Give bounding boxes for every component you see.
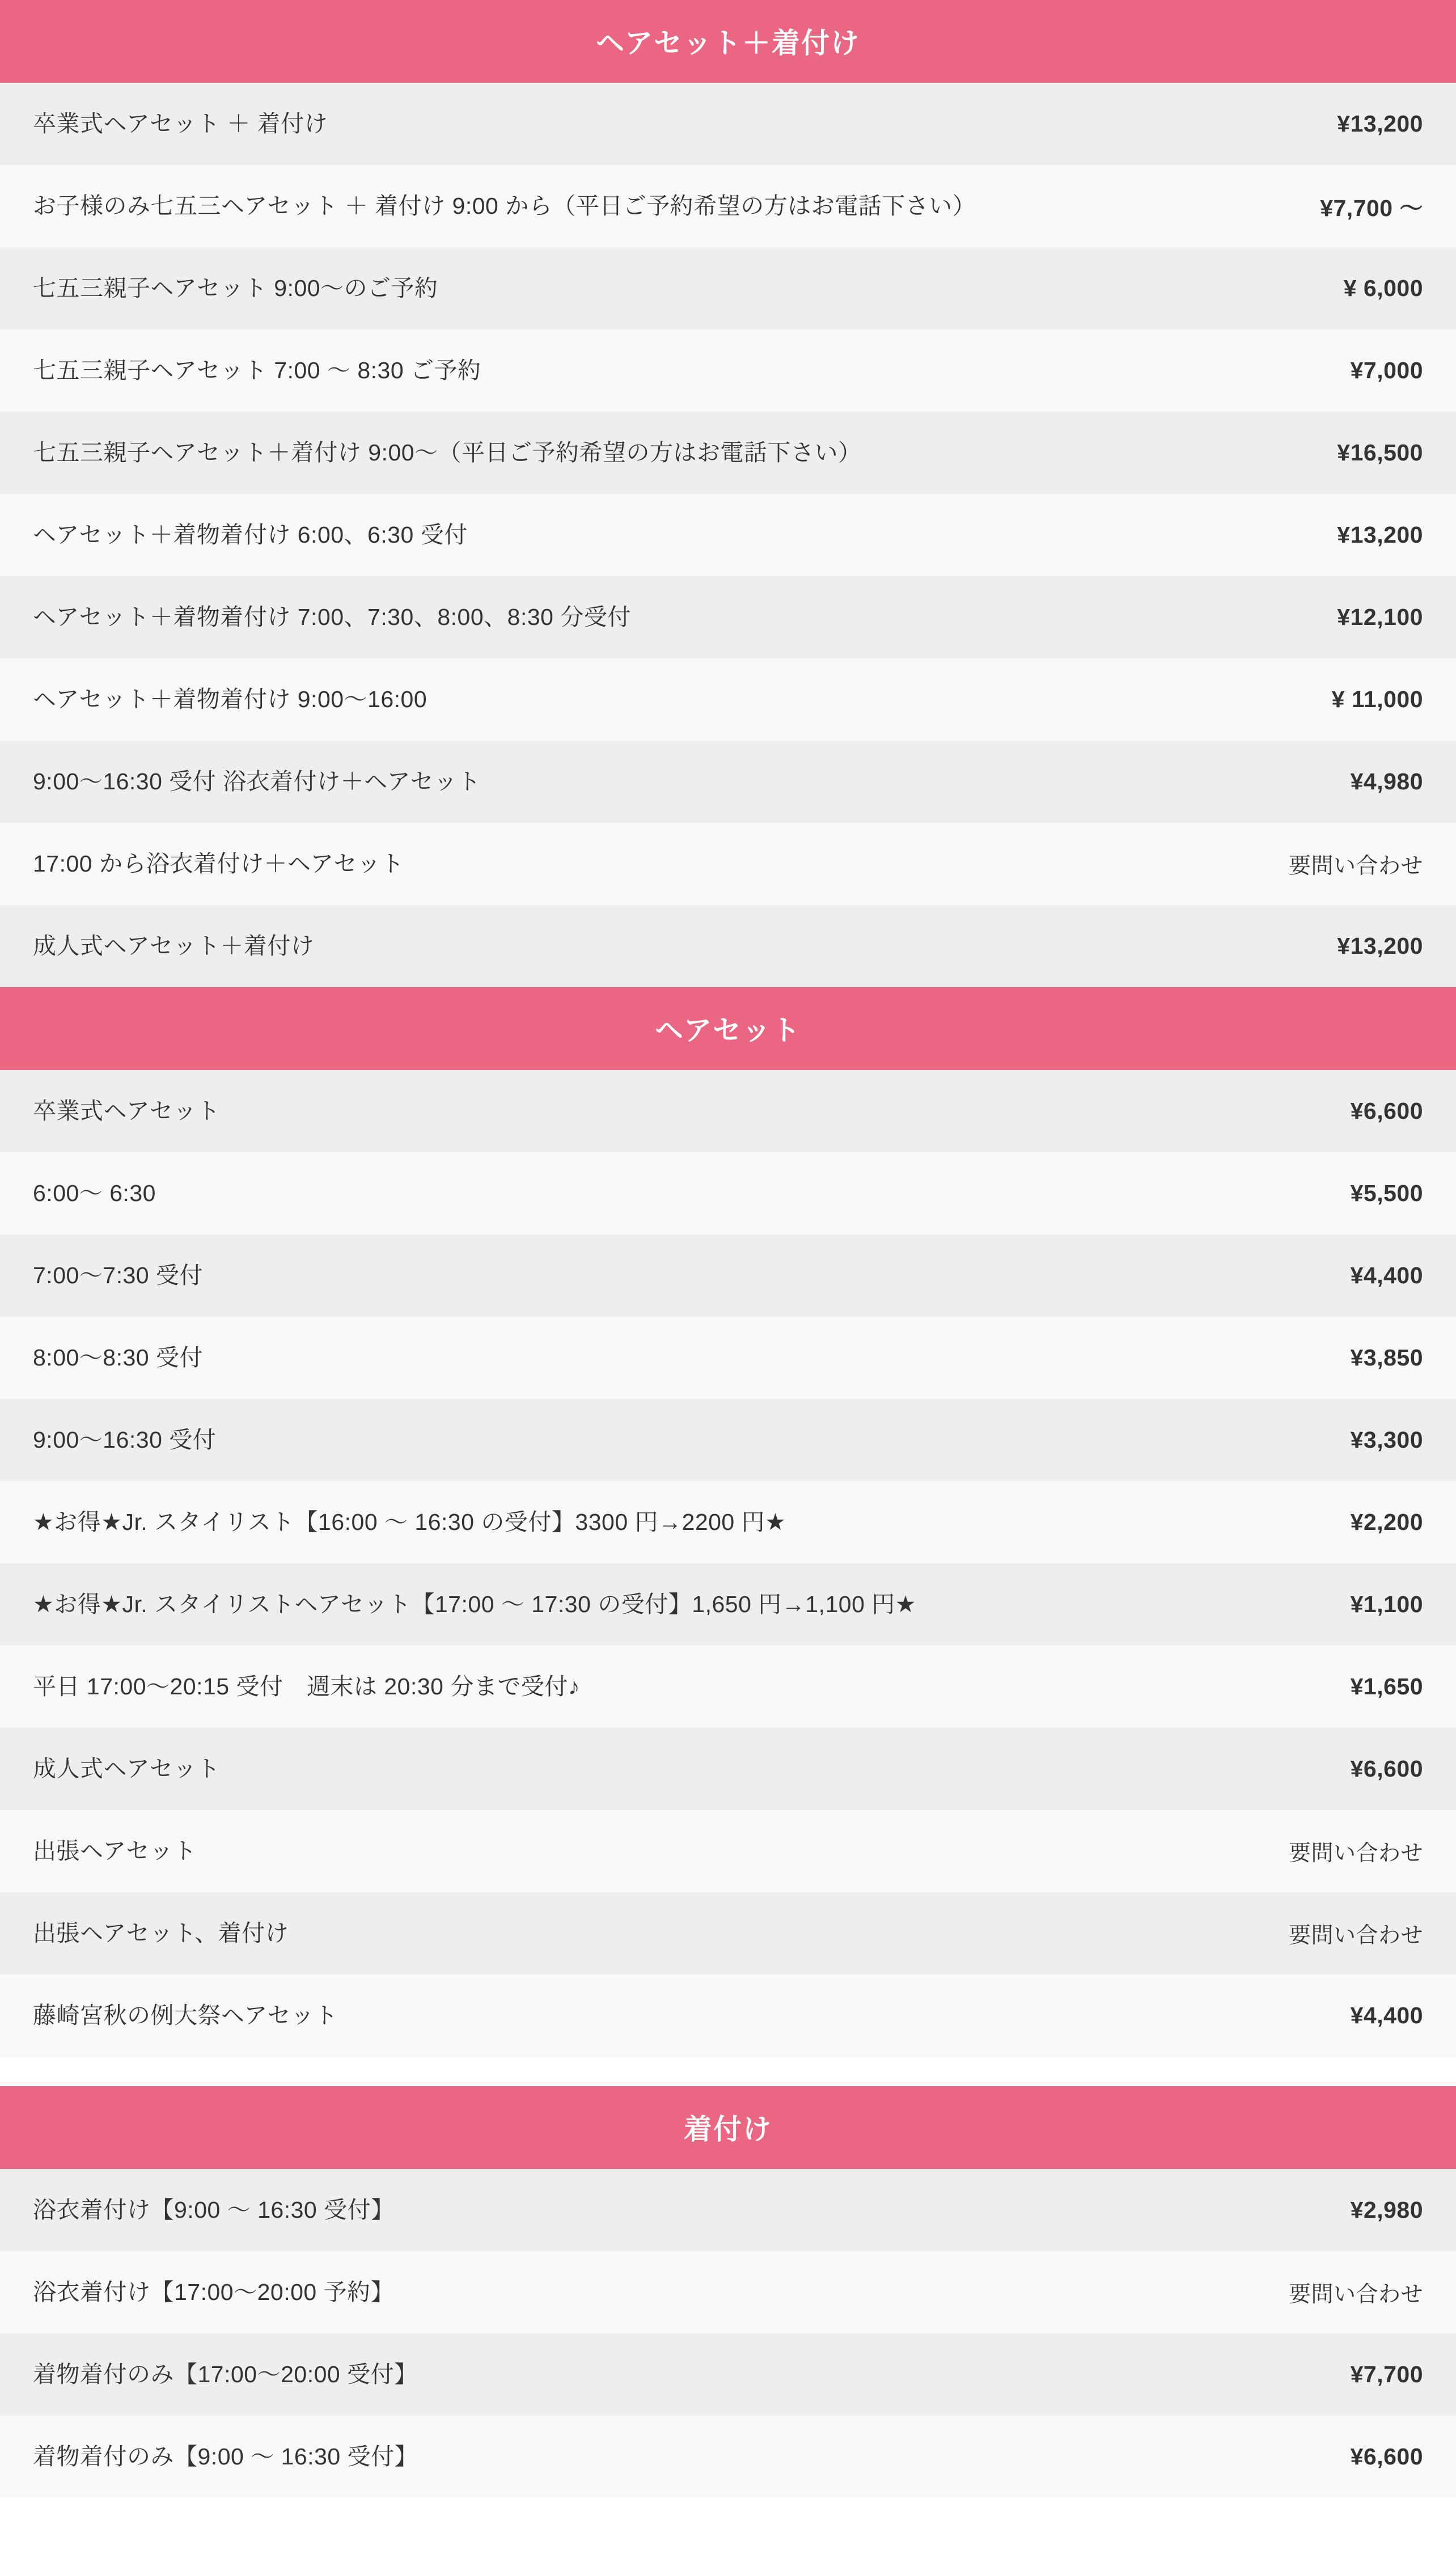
- menu-row[interactable]: [0, 1728, 1456, 1810]
- menu-item-label: 七五三親子ヘアセット 7:00 〜 8:30 ご予約: [33, 357, 481, 383]
- menu-item-price: ¥1,650: [1350, 1673, 1423, 1699]
- menu-item-price: ¥2,980: [1350, 2197, 1423, 2223]
- menu-item-price: ¥4,400: [1350, 2002, 1423, 2028]
- menu-item-label: 17:00 から浴衣着付け＋ヘアセット: [33, 850, 404, 877]
- menu-item-label: 卒業式ヘアセット ＋ 着付け: [33, 110, 328, 137]
- menu-item-price: ¥13,200: [1337, 522, 1423, 548]
- menu-item-label: 着物着付のみ【17:00〜20:00 受付】: [33, 2361, 418, 2387]
- menu-row[interactable]: [0, 412, 1456, 494]
- menu-row[interactable]: [0, 905, 1456, 987]
- menu-row[interactable]: [0, 1234, 1456, 1317]
- menu-row[interactable]: [0, 83, 1456, 165]
- menu-item-label: 6:00〜 6:30: [33, 1179, 156, 1206]
- menu-item-label: 8:00〜8:30 受付: [33, 1344, 203, 1371]
- menu-item-label: 卒業式ヘアセット: [33, 1097, 221, 1124]
- menu-row[interactable]: [0, 247, 1456, 329]
- menu-row[interactable]: [0, 823, 1456, 905]
- menu-row[interactable]: [0, 741, 1456, 823]
- menu-item-inquiry: 要問い合わせ: [1288, 1923, 1423, 1948]
- menu-item-price: ¥4,980: [1350, 768, 1423, 794]
- menu-row[interactable]: [0, 329, 1456, 412]
- menu-item-label: 9:00〜16:30 受付 浴衣着付け＋ヘアセット: [33, 768, 481, 794]
- menu-row[interactable]: [0, 2416, 1456, 2498]
- menu-item-label: 藤崎宮秋の例大祭ヘアセット: [33, 2002, 338, 2028]
- menu-item-label: 浴衣着付け【9:00 〜 16:30 受付】: [33, 2196, 395, 2223]
- menu-item-price: ¥2,200: [1350, 1509, 1423, 1535]
- menu-row[interactable]: [0, 1810, 1456, 1892]
- menu-item-price: ¥5,500: [1350, 1180, 1423, 1206]
- menu-item-label: ヘアセット＋着物着付け 7:00、7:30、8:00、8:30 分受付: [33, 603, 631, 630]
- menu-item-price: ¥ 11,000: [1331, 686, 1423, 712]
- menu-item-price: ¥6,600: [1350, 1756, 1423, 1782]
- menu-row[interactable]: [0, 494, 1456, 576]
- menu-item-price: ¥4,400: [1350, 1262, 1423, 1288]
- menu-item-label: 出張ヘアセット、着付け: [33, 1919, 289, 1946]
- menu-item-label: お子様のみ七五三ヘアセット ＋ 着付け 9:00 から（平日ご予約希望の方はお電話下さい）: [33, 192, 976, 219]
- menu-item-label: 成人式ヘアセット＋着付け: [33, 932, 315, 959]
- menu-row[interactable]: [0, 1070, 1456, 1152]
- menu-row-list: [0, 1070, 1456, 2057]
- section-header: ヘアセット: [0, 987, 1456, 1070]
- section-header: ヘアセット＋着付け: [0, 0, 1456, 83]
- menu-item-label: 出張ヘアセット: [33, 1837, 197, 1864]
- menu-item-price: ¥7,700: [1350, 2361, 1423, 2387]
- menu-row[interactable]: [0, 165, 1456, 247]
- menu-item-price: ¥7,000: [1350, 357, 1423, 383]
- menu-row[interactable]: [0, 2333, 1456, 2416]
- menu-item-label: 7:00〜7:30 受付: [33, 1262, 203, 1288]
- menu-row[interactable]: [0, 1317, 1456, 1399]
- menu-item-price: ¥13,200: [1337, 111, 1423, 137]
- menu-item-label: 着物着付のみ【9:00 〜 16:30 受付】: [33, 2443, 418, 2470]
- menu-section: [0, 987, 1456, 2057]
- menu-item-price: ¥ 6,000: [1343, 275, 1423, 301]
- menu-item-price: ¥3,850: [1350, 1344, 1423, 1371]
- menu-row[interactable]: [0, 658, 1456, 741]
- menu-item-label: ★お得★Jr. スタイリスト【16:00 〜 16:30 の受付】3300 円→2200 円★: [33, 1508, 786, 1535]
- section-spacer: [0, 2057, 1456, 2086]
- menu-section: [0, 0, 1456, 987]
- menu-item-label: 平日 17:00〜20:15 受付 週末は 20:30 分まで受付♪: [33, 1673, 580, 1699]
- menu-item-label: ヘアセット＋着物着付け 6:00、6:30 受付: [33, 521, 468, 548]
- menu-item-inquiry: 要問い合わせ: [1288, 853, 1423, 878]
- menu-row-list: [0, 83, 1456, 987]
- menu-section: [0, 2086, 1456, 2498]
- menu-item-label: 成人式ヘアセット: [33, 1755, 221, 1782]
- menu-item-label: 七五三親子ヘアセット＋着付け 9:00〜（平日ご予約希望の方はお電話下さい）: [33, 439, 862, 466]
- menu-row[interactable]: [0, 2169, 1456, 2251]
- menu-item-price: ¥3,300: [1350, 1427, 1423, 1453]
- section-header: 着付け: [0, 2086, 1456, 2169]
- menu-item-price: ¥16,500: [1337, 439, 1423, 466]
- menu-row[interactable]: [0, 1563, 1456, 1646]
- menu-item-price: ¥13,200: [1337, 933, 1423, 959]
- menu-row[interactable]: [0, 2251, 1456, 2333]
- menu-row[interactable]: [0, 1399, 1456, 1481]
- menu-row[interactable]: [0, 1481, 1456, 1563]
- menu-item-label: 9:00〜16:30 受付: [33, 1426, 217, 1453]
- menu-row[interactable]: [0, 1892, 1456, 1974]
- menu-item-label: ヘアセット＋着物着付け 9:00〜16:00: [33, 686, 428, 712]
- menu-row[interactable]: [0, 1152, 1456, 1234]
- menu-item-price: ¥6,600: [1350, 2443, 1423, 2470]
- menu-item-inquiry: 要問い合わせ: [1288, 1841, 1423, 1866]
- menu-item-price: ¥1,100: [1350, 1591, 1423, 1617]
- menu-row[interactable]: [0, 1974, 1456, 2057]
- menu-row-list: [0, 2169, 1456, 2498]
- menu-item-price: ¥7,700 〜: [1320, 195, 1423, 221]
- menu-row[interactable]: [0, 576, 1456, 658]
- menu-row[interactable]: [0, 1646, 1456, 1728]
- menu-item-price: ¥6,600: [1350, 1098, 1423, 1124]
- menu-item-label: 浴衣着付け【17:00〜20:00 予約】: [33, 2278, 395, 2305]
- menu-item-inquiry: 要問い合わせ: [1288, 2282, 1423, 2307]
- menu-item-price: ¥12,100: [1337, 604, 1423, 630]
- menu-item-label: ★お得★Jr. スタイリストヘアセット【17:00 〜 17:30 の受付】1,650 円→1,100 円★: [33, 1591, 917, 1617]
- menu-item-label: 七五三親子ヘアセット 9:00〜のご予約: [33, 274, 438, 301]
